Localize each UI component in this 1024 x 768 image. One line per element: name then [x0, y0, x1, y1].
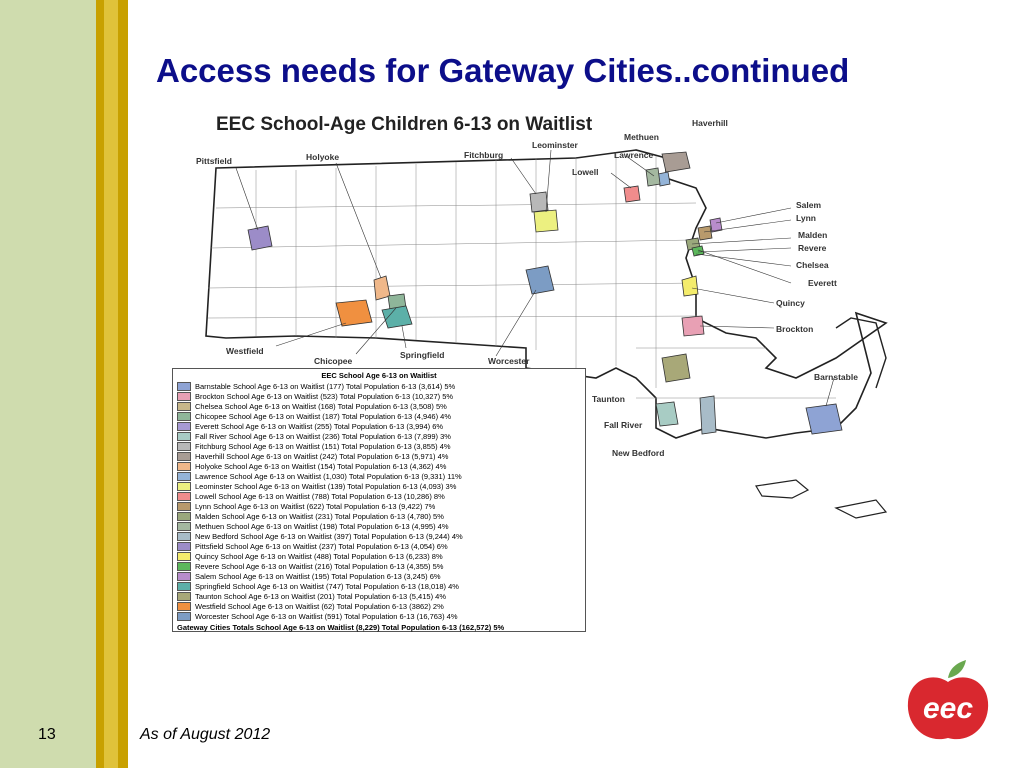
region-barnstable — [806, 404, 842, 434]
city-label-chicopee: Chicopee — [314, 356, 353, 366]
map-legend — [172, 368, 586, 632]
city-label-quincy: Quincy — [776, 298, 805, 308]
legend-row — [177, 441, 581, 451]
city-label-everett: Everett — [808, 278, 837, 288]
legend-swatch — [177, 592, 191, 601]
left-green-band — [0, 0, 96, 768]
left-gold-highlight — [104, 0, 118, 768]
legend-swatch — [177, 532, 191, 541]
legend-row — [177, 401, 581, 411]
legend-row — [177, 391, 581, 401]
legend-swatch — [177, 492, 191, 501]
legend-row — [177, 511, 581, 521]
legend-row-text: Chelsea School Age 6-13 on Waitlist (168) Total Population 6-13 (3,508) 5% — [195, 401, 447, 411]
legend-rows — [177, 381, 581, 621]
legend-swatch — [177, 412, 191, 421]
map-title: EEC School-Age Children 6-13 on Waitlist — [216, 114, 593, 135]
legend-row — [177, 541, 581, 551]
legend-row-text: Westfield School Age 6-13 on Waitlist (62) Total Population 6-13 (3862) 2% — [195, 601, 444, 611]
slide-number: 13 — [38, 726, 56, 743]
city-label-brockton: Brockton — [776, 324, 814, 334]
legend-row-text: Holyoke School Age 6-13 on Waitlist (154) Total Population 6-13 (4,362) 4% — [195, 461, 447, 471]
legend-row-text: Lynn School Age 6-13 on Waitlist (622) Total Population 6-13 (9,422) 7% — [195, 501, 436, 511]
legend-row — [177, 611, 581, 621]
legend-row — [177, 581, 581, 591]
legend-row-text: Revere School Age 6-13 on Waitlist (216) Total Population 6-13 (4,355) 5% — [195, 561, 444, 571]
legend-row — [177, 491, 581, 501]
region-new-bedford — [700, 396, 716, 434]
legend-row — [177, 381, 581, 391]
city-label-lawrence: Lawrence — [614, 150, 654, 160]
city-label-pittsfield: Pittsfield — [196, 156, 232, 166]
city-label-holyoke: Holyoke — [306, 152, 340, 162]
legend-swatch — [177, 542, 191, 551]
legend-row-text: Malden School Age 6-13 on Waitlist (231) Total Population 6-13 (4,780) 5% — [195, 511, 444, 521]
logo-text: eec — [922, 692, 974, 725]
legend-swatch — [177, 562, 191, 571]
region-methuen — [646, 168, 660, 186]
city-label-new-bedford: New Bedford — [612, 448, 665, 458]
legend-row — [177, 521, 581, 531]
region-fall-river — [656, 402, 678, 426]
region-fitchburg — [530, 192, 548, 212]
legend-row — [177, 451, 581, 461]
legend-row — [177, 501, 581, 511]
island-nantucket — [836, 500, 886, 518]
legend-swatch — [177, 502, 191, 511]
legend-swatch — [177, 512, 191, 521]
city-label-worcester: Worcester — [488, 356, 530, 366]
legend-row — [177, 571, 581, 581]
region-lynn — [698, 226, 712, 240]
region-quincy — [682, 276, 698, 296]
region-springfield — [382, 306, 412, 328]
legend-swatch — [177, 482, 191, 491]
legend-swatch — [177, 602, 191, 611]
legend-swatch — [177, 382, 191, 391]
legend-row-text: Springfield School Age 6-13 on Waitlist (747) Total Population 6-13 (18,018) 4% — [195, 581, 459, 591]
legend-row-text: Fitchburg School Age 6-13 on Waitlist (151) Total Population 6-13 (3,855) 4% — [195, 441, 451, 451]
legend-swatch — [177, 422, 191, 431]
legend-row — [177, 461, 581, 471]
logo-leaf-icon — [948, 660, 966, 678]
legend-title: EEC School Age 6-13 on Waitlist — [321, 371, 437, 380]
legend-row-text: Lowell School Age 6-13 on Waitlist (788) Total Population 6-13 (10,286) 8% — [195, 491, 445, 501]
region-haverhill — [662, 152, 690, 172]
legend-row — [177, 481, 581, 491]
legend-swatch — [177, 522, 191, 531]
legend-swatch — [177, 472, 191, 481]
legend-row-text: Chicopee School Age 6-13 on Waitlist (187) Total Population 6-13 (4,946) 4% — [195, 411, 451, 421]
city-label-barnstable: Barnstable — [814, 372, 858, 382]
city-label-leominster: Leominster — [532, 140, 578, 150]
legend-swatch — [177, 612, 191, 621]
legend-row — [177, 551, 581, 561]
legend-swatch — [177, 552, 191, 561]
city-label-chelsea: Chelsea — [796, 260, 829, 270]
city-label-springfield: Springfield — [400, 350, 445, 360]
legend-swatch — [177, 572, 191, 581]
legend-row-text: Quincy School Age 6-13 on Waitlist (488) Total Population 6-13 (6,233) 8% — [195, 551, 443, 561]
region-leominster — [534, 210, 558, 232]
legend-total: Gateway Cities Totals School Age 6-13 on Waitlist (8,229) Total Population 6-13 (162,572) 5% — [177, 623, 505, 632]
city-label-salem: Salem — [796, 200, 822, 210]
legend-row-text: Brockton School Age 6-13 on Waitlist (523) Total Population 6-13 (10,327) 5% — [195, 391, 454, 401]
legend-swatch — [177, 432, 191, 441]
legend-row-text: Haverhill School Age 6-13 on Waitlist (242) Total Population 6-13 (5,971) 4% — [195, 451, 449, 461]
legend-row-text: Taunton School Age 6-13 on Waitlist (201) Total Population 6-13 (5,415) 4% — [195, 591, 446, 601]
legend-row-text: Methuen School Age 6-13 on Waitlist (198) Total Population 6-13 (4,995) 4% — [195, 521, 449, 531]
slide-title: Access needs for Gateway Cities..continued — [156, 52, 850, 89]
legend-row — [177, 601, 581, 611]
date-note: As of August 2012 — [140, 726, 271, 743]
region-pittsfield — [248, 226, 272, 250]
region-lowell — [624, 186, 640, 202]
city-label-lynn: Lynn — [796, 213, 816, 223]
legend-row-text: Everett School Age 6-13 on Waitlist (255) Total Population 6-13 (3,994) 6% — [195, 421, 444, 431]
legend-row — [177, 591, 581, 601]
legend-row-text: Lawrence School Age 6-13 on Waitlist (1,030) Total Population 6-13 (9,331) 11% — [195, 471, 462, 481]
legend-row — [177, 561, 581, 571]
legend-swatch — [177, 582, 191, 591]
legend-row — [177, 531, 581, 541]
city-label-lowell: Lowell — [572, 167, 599, 177]
legend-row-text: Barnstable School Age 6-13 on Waitlist (177) Total Population 6-13 (3,614) 5% — [195, 381, 456, 391]
legend-row — [177, 471, 581, 481]
city-label-revere: Revere — [798, 243, 827, 253]
city-label-taunton: Taunton — [592, 394, 625, 404]
city-label-methuen: Methuen — [624, 132, 659, 142]
legend-row — [177, 421, 581, 431]
legend-swatch — [177, 462, 191, 471]
legend-row-text: Worcester School Age 6-13 on Waitlist (591) Total Population 6-13 (16,763) 4% — [195, 611, 458, 621]
legend-swatch — [177, 452, 191, 461]
legend-row-text: New Bedford School Age 6-13 on Waitlist (397) Total Population 6-13 (9,244) 4% — [195, 531, 463, 541]
city-label-fitchburg: Fitchburg — [464, 150, 504, 160]
legend-row-text: Salem School Age 6-13 on Waitlist (195) Total Population 6-13 (3,245) 6% — [195, 571, 441, 581]
legend-row-text: Pittsfield School Age 6-13 on Waitlist (237) Total Population 6-13 (4,054) 6% — [195, 541, 448, 551]
legend-swatch — [177, 402, 191, 411]
legend-row — [177, 411, 581, 421]
legend-swatch — [177, 392, 191, 401]
city-label-fall-river: Fall River — [604, 420, 643, 430]
legend-row — [177, 431, 581, 441]
island-marthas-vineyard — [756, 480, 808, 498]
legend-row-text: Fall River School Age 6-13 on Waitlist (236) Total Population 6-13 (7,899) 3% — [195, 431, 451, 441]
region-taunton — [662, 354, 690, 382]
city-label-westfield: Westfield — [226, 346, 264, 356]
region-westfield — [336, 300, 372, 326]
city-label-malden: Malden — [798, 230, 828, 240]
legend-swatch — [177, 442, 191, 451]
legend-row-text: Leominster School Age 6-13 on Waitlist (139) Total Population 6-13 (4,093) 3% — [195, 481, 457, 491]
city-label-haverhill: Haverhill — [692, 118, 728, 128]
eec-logo — [904, 660, 992, 744]
